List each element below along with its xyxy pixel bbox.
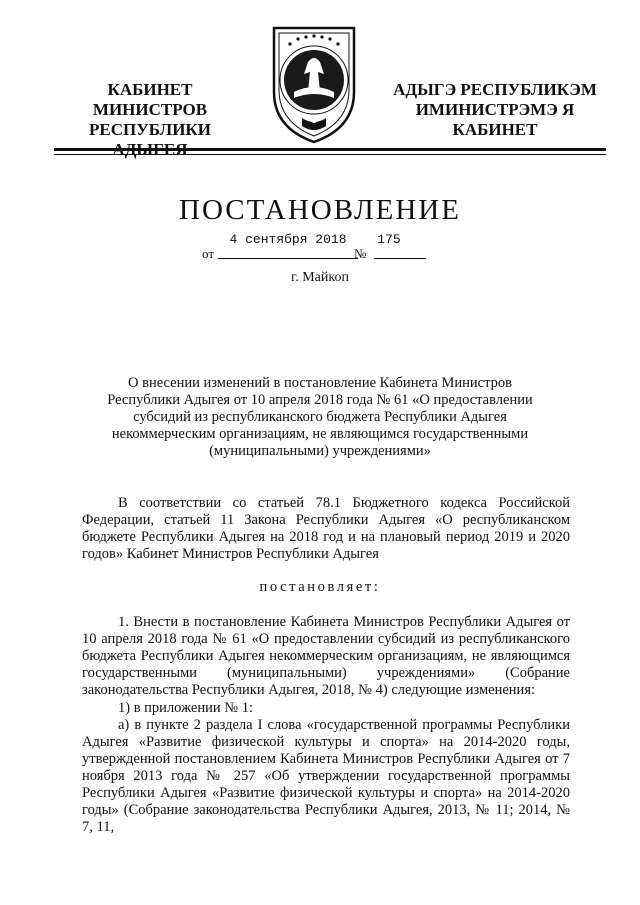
document-number: 175 — [377, 232, 401, 247]
item-1-1: 1) в приложении № 1: — [118, 700, 253, 716]
document-title: ПОСТАНОВЛЕНИЕ — [179, 194, 461, 226]
item-1-1-a: а) в пункте 2 раздела I слова «государственной программы Республики Адыгея «Развитие физической культуры и спорта» на 2014-2020 годы, утвержденной постановлением Кабинета Министров Республики Адыгея от 7 ноября 2013 года № 257 «Об утверждении государственной программы Республики Адыгея «Развитие физической культуры и спорта» на 2014-2020 годы» (Собрание законодательства Республики Адыгея, 2013, № 11; 2014, № 7, 11, — [82, 717, 570, 835]
date-number-row — [194, 232, 434, 262]
city: г. Майкоп — [291, 270, 349, 285]
header-divider-thin — [54, 154, 606, 155]
number-prefix: № — [354, 246, 367, 261]
document-subject: О внесении изменений в постановление Кабинета Министров Республики Адыгея от 10 апреля 2018 года № 61 «О предоставлении субсидий из республиканского бюджета Республики Адыгея некоммерческим организациям, не являющимся государственными (муниципальными) учреждениями» — [107, 375, 533, 459]
date-prefix: от — [202, 246, 215, 261]
item-1-paragraph: 1. Внести в постановление Кабинета Министров Республики Адыгея от 10 апреля 2018 года № 61 «О предоставлении субсидий из республиканского бюджета Республики Адыгея некоммерческим организациям, не являющимся государственными (муниципальными) учреждениями» (Собрание законодательства Республики Адыгея, 2018, № 4) следующие изменения: — [82, 614, 570, 698]
number-underline — [374, 258, 426, 259]
header-right-org-name — [384, 80, 606, 140]
header-divider-thick — [54, 148, 606, 151]
header-right-line1: АДЫГЭ РЕСПУБЛИКЭМ — [393, 80, 597, 99]
coat-of-arms-emblem — [268, 22, 360, 146]
decree-word: постановляет: — [259, 579, 381, 595]
header-left-line2: РЕСПУБЛИКИ — [89, 120, 211, 139]
header-left-line1: КАБИНЕТ МИНИСТРОВ — [92, 80, 208, 119]
document-date: 4 сентября 2018 — [229, 232, 347, 247]
date-underline — [218, 258, 358, 259]
header-right-line2: ИМИНИСТРЭМЭ Я КАБИНЕТ — [415, 100, 575, 139]
preamble-paragraph: В соответствии со статьей 78.1 Бюджетного кодекса Российской Федерации, статьей 11 Закона Республики Адыгея «О республиканском бюджете Республики Адыгея на 2018 год и на плановый период 2019 и 2020 годов» Кабинет Министров Республики Адыгея — [82, 495, 570, 562]
